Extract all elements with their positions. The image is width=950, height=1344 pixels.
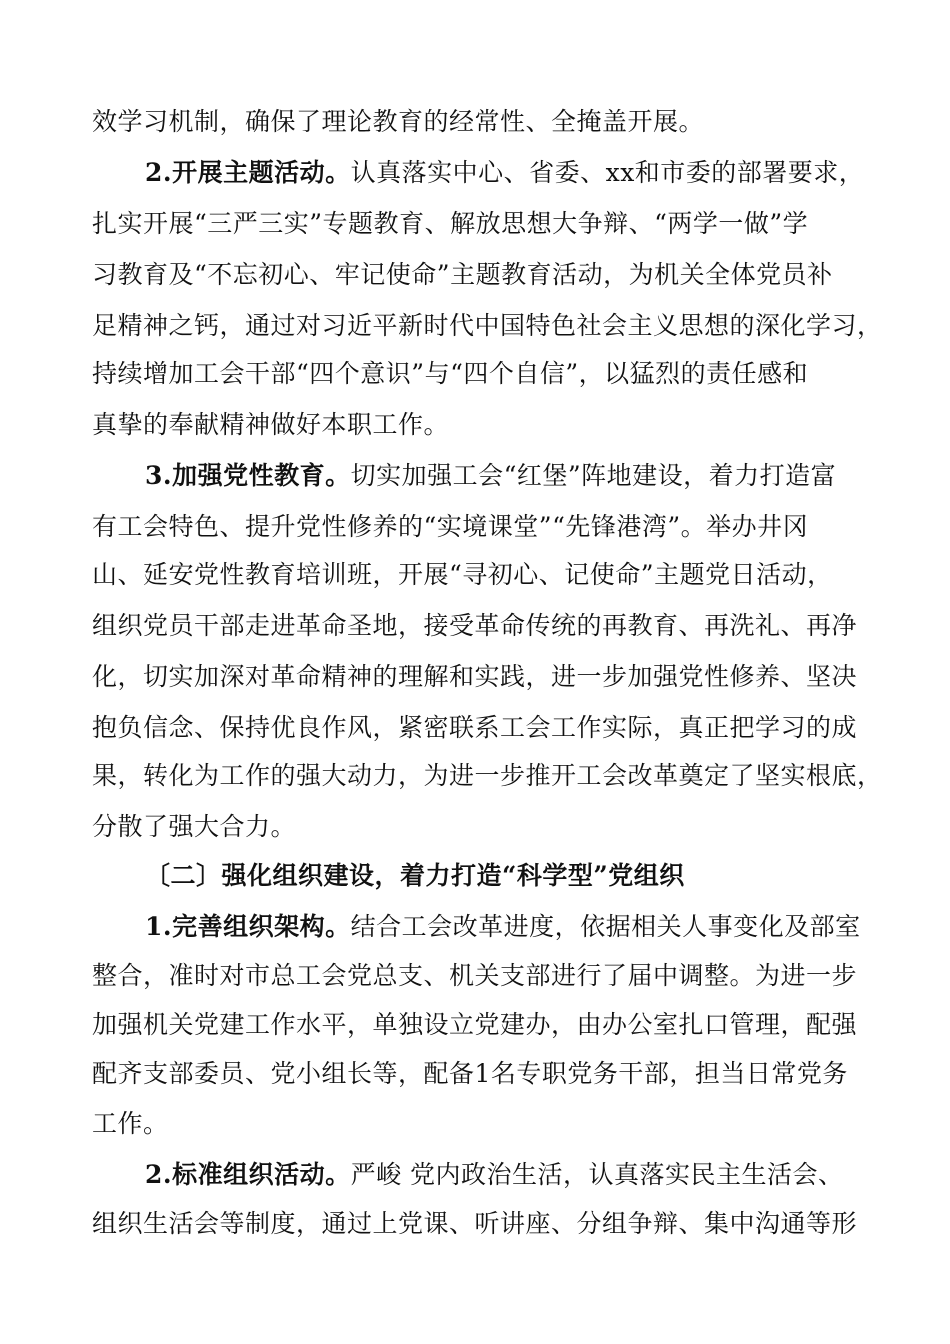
line-text: 有工会特色、提升党性修养的“实境课堂”“先锋港湾”。举办井冈 xyxy=(92,512,809,541)
body-line-19 xyxy=(92,1008,950,1042)
line-text: 工作。 xyxy=(92,1109,169,1138)
item-heading-line-3-1 xyxy=(145,459,950,493)
line-text: 整合，准时对市总工会党总支、机关支部进行了届中调整。为进一步 xyxy=(92,961,858,990)
line-text: 持续增加工会干部“四个意识”与“四个自信”，以猛烈的责任感和 xyxy=(92,359,809,388)
line-text: 化，切实加深对革命精神的理解和实践，进一步加强党性修养、坚决 xyxy=(92,662,858,691)
line-text: 认真落实中心、省委、xx和市委的部署要求， xyxy=(350,158,865,187)
body-line-14 xyxy=(92,759,950,793)
line-text: 抱负信念、保持优良作风，紧密联系工会工作实际，真正把学习的成 xyxy=(92,713,858,742)
line-text: 结合工会改革进度，依据相关人事变化及部室 xyxy=(350,912,861,941)
body-line-23 xyxy=(92,1207,950,1241)
item-lead: 1.完善组织架构。 xyxy=(145,912,351,941)
item-lead: 2.开展主题活动。 xyxy=(145,158,351,187)
line-text: 组织生活会等制度，通过上党课、听讲座、分组争辩、集中沟通等形 xyxy=(92,1209,858,1238)
line-text: 分散了强大合力。 xyxy=(92,812,297,841)
body-line-21 xyxy=(92,1107,950,1141)
body-line-6 xyxy=(92,357,950,391)
line-text: 配齐支部委员、党小组长等，配备1名专职党务干部，担当日常党务 xyxy=(92,1059,848,1088)
line-text: 效学习机制，确保了理论教育的经常性、全掩盖开展。 xyxy=(92,107,705,136)
line-text: 真挚的奉献精神做好本职工作。 xyxy=(92,410,450,439)
line-text: 切实加强工会“红堡”阵地建设，着力打造富 xyxy=(350,461,837,490)
line-text: 扎实开展“三严三实”专题教育、解放思想大争辩、“两学一做”学 xyxy=(92,209,809,238)
body-line-4 xyxy=(92,258,950,292)
body-line-10 xyxy=(92,558,950,592)
body-line-15 xyxy=(92,810,950,844)
body-line-7 xyxy=(92,408,950,442)
line-text: 习教育及“不忘初心、牢记使命”主题教育活动，为机关全体党员补 xyxy=(92,260,833,289)
body-line-20 xyxy=(92,1057,950,1091)
section-heading-text: 〔二〕强化组织建设，着力打造“科学型”党组织 xyxy=(145,861,685,890)
item-lead: 3.加强党性教育。 xyxy=(145,461,351,490)
line-text: 加强机关党建工作水平，单独设立党建办，由办公室扎口管理，配强 xyxy=(92,1010,858,1039)
body-line-9 xyxy=(92,510,950,544)
item-heading-line-2-1 xyxy=(145,156,950,190)
body-line-3 xyxy=(92,207,950,241)
body-line-18 xyxy=(92,959,950,993)
item-lead: 2.标准组织活动。 xyxy=(145,1160,351,1189)
body-line-12 xyxy=(92,660,950,694)
line-text: 果，转化为工作的强大动力，为进一步推开工会改革奠定了坚实根底， xyxy=(92,761,883,790)
section-heading xyxy=(145,859,950,893)
body-line-5 xyxy=(92,309,950,343)
item-heading-line-2-2 xyxy=(145,1158,950,1192)
body-line-11 xyxy=(92,609,950,643)
item-heading-line-1-1 xyxy=(145,910,950,944)
line-text: 组织党员干部走进革命圣地，接受革命传统的再教育、再洗礼、再净 xyxy=(92,611,858,640)
body-line-13 xyxy=(92,711,950,745)
line-text: 足精神之钙，通过对习近平新时代中国特色社会主义思想的深化学习， xyxy=(92,311,883,340)
body-line-1 xyxy=(92,105,950,139)
line-text: 山、延安党性教育培训班，开展“寻初心、记使命”主题党日活动， xyxy=(92,560,833,589)
line-text: 严峻 党内政治生活，认真落实民主生活会、 xyxy=(350,1160,844,1189)
